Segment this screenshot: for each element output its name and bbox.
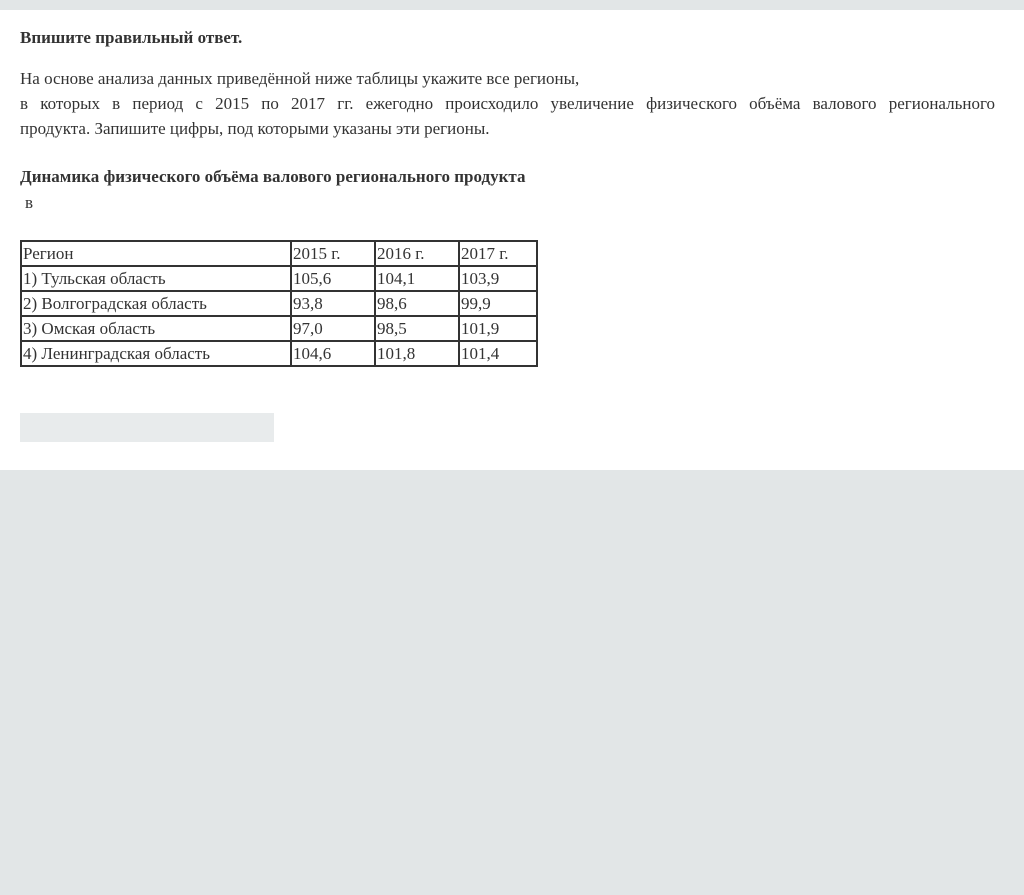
table-cell-value: 98,5 [375,316,459,341]
table-cell-region: 2) Волгоградская область [21,291,291,316]
table-cell-value: 101,8 [375,341,459,366]
table-caption: Динамика физического объёма валового регионального продукта [20,167,526,186]
table-row [21,291,537,316]
question-line-2: в которых в период с 2015 по 2017 гг. ежегодно происходило увеличение физического объёма валового регионального [20,94,995,113]
answer-input[interactable] [20,413,274,442]
data-table [20,240,538,367]
table-cell-value: 101,9 [459,316,537,341]
table-cell-region: 1) Тульская область [21,266,291,291]
question-line-1: На основе анализа данных приведённой ниже таблицы укажите все регионы, [20,69,580,88]
table-cell-value: 93,8 [291,291,375,316]
table-cell-value: 104,6 [291,341,375,366]
table-cell-value: 103,9 [459,266,537,291]
table-cell-value: 97,0 [291,316,375,341]
table-row [21,341,537,366]
header-cell-2016: 2016 г. [375,241,459,266]
table-cell-value: 105,6 [291,266,375,291]
table-cell-value: 101,4 [459,341,537,366]
task-card [0,10,1024,470]
table-cell-region: 4) Ленинградская область [21,341,291,366]
table-caption-note: в [25,193,34,212]
table-cell-value: 104,1 [375,266,459,291]
table-row [21,266,537,291]
header-cell-2017: 2017 г. [459,241,537,266]
table-cell-value: 98,6 [375,291,459,316]
question-line-3: продукта. Запишите цифры, под которыми указаны эти регионы. [20,119,490,138]
header-cell-2015: 2015 г. [291,241,375,266]
table-cell-region: 3) Омская область [21,316,291,341]
header-cell-region: Регион [21,241,291,266]
table-header-row [21,241,537,266]
task-instruction: Впишите правильный ответ. [20,28,243,47]
table-row [21,316,537,341]
question-text [20,66,995,141]
table-cell-value: 99,9 [459,291,537,316]
